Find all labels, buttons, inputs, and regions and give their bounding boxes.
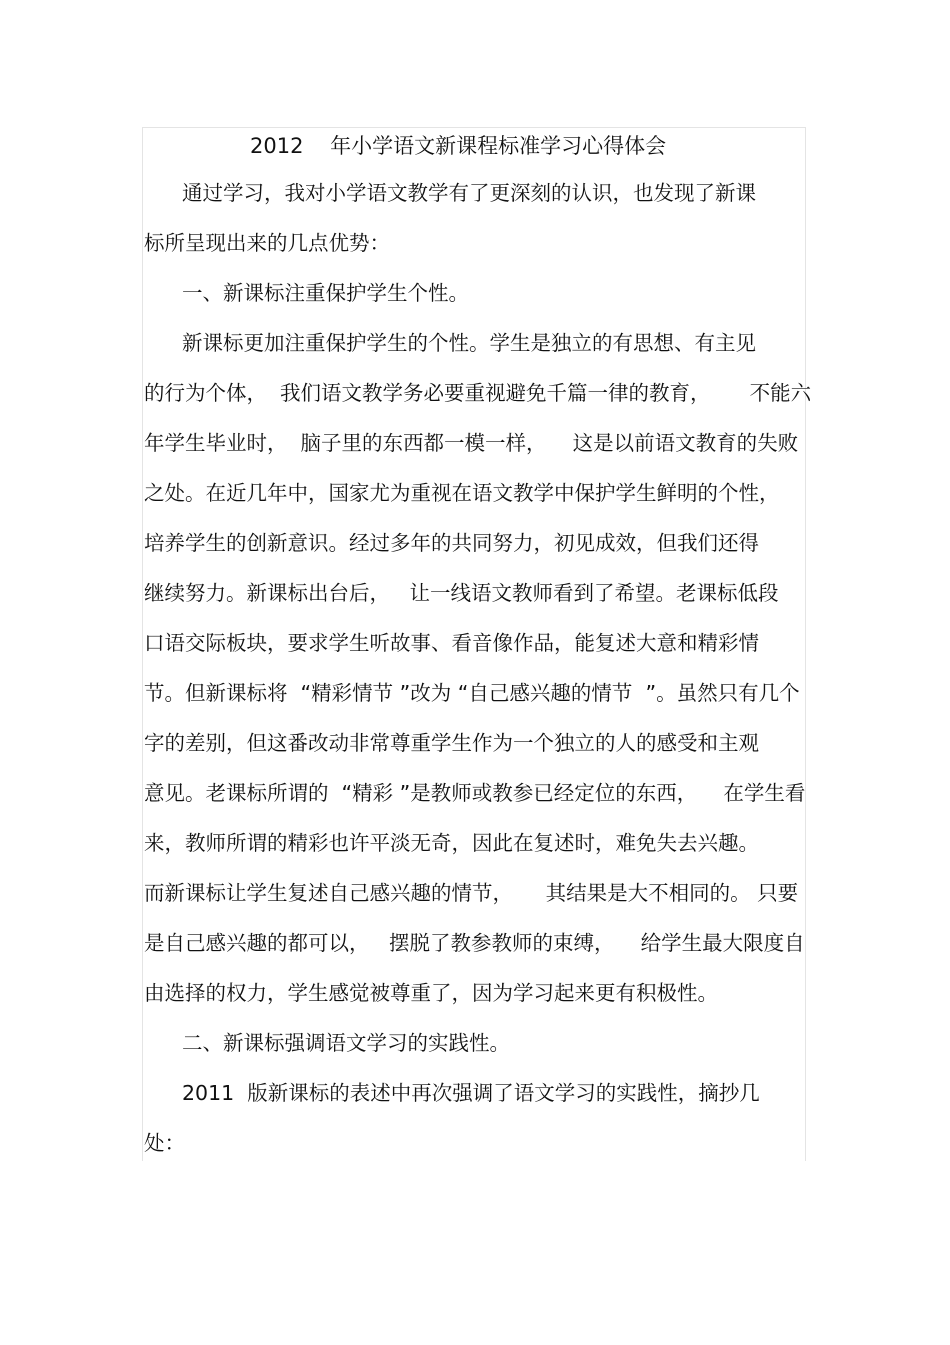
- paragraph-line: 通过学习，我对小学语文教学有了更深刻的认识，也发现了新课: [182, 181, 756, 205]
- paragraph-line: 标所呈现出来的几点优势：: [144, 231, 390, 255]
- paragraph-line: 继续努力。新课标出台后， 让一线语文教师看到了希望。老课标低段: [144, 581, 779, 605]
- paragraph-line: 的行为个体， 我们语文教学务必要重视避免千篇一律的教育， 不能六: [144, 381, 812, 405]
- paragraph-line: 2011 版新课标的表述中再次强调了语文学习的实践性，摘抄几: [182, 1081, 760, 1105]
- paragraph-line: 而新课标让学生复述自己感兴趣的情节， 其结果是大不相同的。 只要: [144, 881, 799, 905]
- paragraph-line: 由选择的权力，学生感觉被尊重了，因为学习起来更有积极性。: [144, 981, 718, 1005]
- section-heading: 一、新课标注重保护学生个性。: [182, 281, 469, 305]
- section-heading: 二、新课标强调语文学习的实践性。: [182, 1031, 510, 1055]
- paragraph-line: 来，教师所谓的精彩也许平淡无奇，因此在复述时，难免失去兴趣。: [144, 831, 759, 855]
- paragraph-line: 年学生毕业时， 脑子里的东西都一模一样， 这是以前语文教育的失败: [144, 431, 799, 455]
- document-title: 2012 年小学语文新课程标准学习心得体会: [250, 134, 667, 158]
- paragraph-line: 字的差别，但这番改动非常尊重学生作为一个独立的人的感受和主观: [144, 731, 759, 755]
- paragraph-line: 节。但新课标将 “精彩情节 ”改为 “自己感兴趣的情节 ”。虽然只有几个: [144, 681, 800, 705]
- paragraph-line: 口语交际板块，要求学生听故事、看音像作品，能复述大意和精彩情: [144, 631, 759, 655]
- paragraph-line: 培养学生的创新意识。经过多年的共同努力，初见成效，但我们还得: [144, 531, 759, 555]
- paragraph-line: 意见。老课标所谓的 “精彩 ”是教师或教参已经定位的东西， 在学生看: [144, 781, 806, 805]
- paragraph-line: 新课标更加注重保护学生的个性。学生是独立的有思想、有主见: [182, 331, 756, 355]
- paragraph-line: 之处。在近几年中，国家尤为重视在语文教学中保护学生鲜明的个性，: [144, 481, 780, 505]
- paragraph-line: 处：: [144, 1131, 185, 1155]
- paragraph-line: 是自己感兴趣的都可以， 摆脱了教参教师的束缚， 给学生最大限度自: [144, 931, 805, 955]
